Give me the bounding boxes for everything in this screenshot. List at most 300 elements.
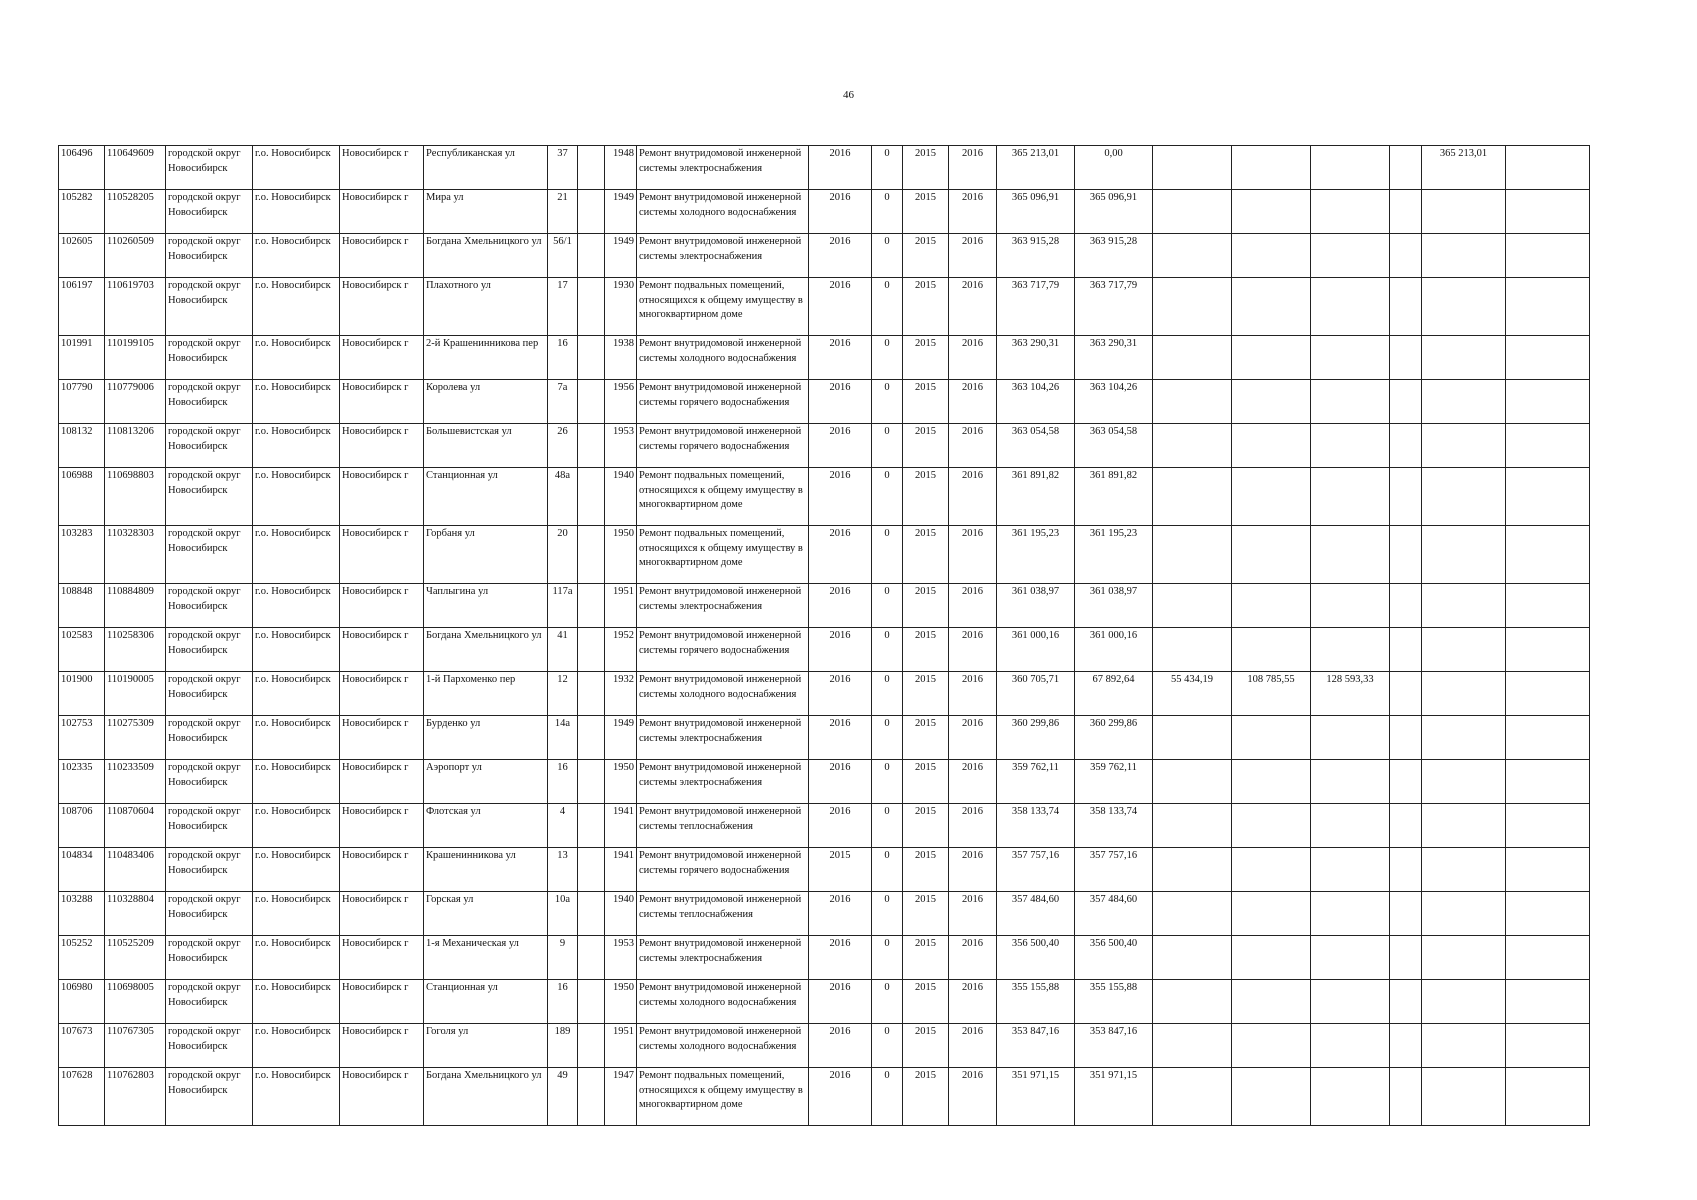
cell-cost-source-4	[1311, 278, 1390, 336]
cell-municipal-district: городской округ Новосибирск	[166, 936, 253, 980]
cell-municipal-district: городской округ Новосибирск	[166, 760, 253, 804]
cell-work-type: Ремонт подвальных помещений, относящихся к общему имуществу в многоквартирном доме	[637, 468, 809, 526]
cell-col-zero: 0	[872, 190, 903, 234]
table-row	[59, 628, 1590, 672]
cell-cost-source-4	[1311, 526, 1390, 584]
cell-total-cost: 361 038,97	[997, 584, 1075, 628]
cell-house-number: 9	[548, 936, 578, 980]
cell-cost-source-3	[1232, 848, 1311, 892]
cell-year-built: 1940	[605, 468, 637, 526]
cell-end-year: 2016	[949, 526, 997, 584]
cell-cost-source-3	[1232, 716, 1311, 760]
cell-end-year: 2016	[949, 424, 997, 468]
cell-house-number: 10а	[548, 892, 578, 936]
cell-start-year: 2015	[903, 936, 949, 980]
table-row	[59, 468, 1590, 526]
cell-building	[578, 468, 605, 526]
cell-year-built: 1930	[605, 278, 637, 336]
cell-reg-id: 107673	[59, 1024, 105, 1068]
cell-street: Крашенинникова ул	[424, 848, 548, 892]
cell-work-type: Ремонт внутридомовой инженерной системы холодного водоснабжения	[637, 336, 809, 380]
cell-year-built: 1950	[605, 526, 637, 584]
cell-municipal-district: городской округ Новосибирск	[166, 526, 253, 584]
cell-street: Мира ул	[424, 190, 548, 234]
cell-street: Богдана Хмельницкого ул	[424, 234, 548, 278]
cell-end-year: 2016	[949, 716, 997, 760]
cell-municipality: г.о. Новосибирск	[253, 848, 340, 892]
cell-cost-source-2	[1153, 190, 1232, 234]
cell-cost-source-2	[1153, 526, 1232, 584]
cell-plan-year: 2016	[809, 892, 872, 936]
cell-reg-id: 102753	[59, 716, 105, 760]
cell-municipal-district: городской округ Новосибирск	[166, 1024, 253, 1068]
cell-total-cost: 365 213,01	[997, 146, 1075, 190]
cell-municipality: г.о. Новосибирск	[253, 424, 340, 468]
cell-cost-source-1: 351 971,15	[1075, 1068, 1153, 1126]
cell-total-cost: 358 133,74	[997, 804, 1075, 848]
cell-street: 1-я Механическая ул	[424, 936, 548, 980]
cell-year-built: 1950	[605, 760, 637, 804]
cell-municipal-district: городской округ Новосибирск	[166, 892, 253, 936]
cell-house-number: 12	[548, 672, 578, 716]
cell-col-zero: 0	[872, 848, 903, 892]
cell-building	[578, 380, 605, 424]
cell-total-cost: 353 847,16	[997, 1024, 1075, 1068]
cell-street: Богдана Хмельницкого ул	[424, 1068, 548, 1126]
cell-street: Королева ул	[424, 380, 548, 424]
cell-house-code: 110649609	[105, 146, 166, 190]
cell-settlement: Новосибирск г	[340, 980, 424, 1024]
cell-cost-source-2	[1153, 146, 1232, 190]
cell-municipality: г.о. Новосибирск	[253, 146, 340, 190]
cell-cost-source-2	[1153, 278, 1232, 336]
cell-municipality: г.о. Новосибирск	[253, 804, 340, 848]
cell-cost-source-2	[1153, 628, 1232, 672]
cell-cost-source-4: 128 593,33	[1311, 672, 1390, 716]
cell-house-number: 16	[548, 336, 578, 380]
cell-end-year: 2016	[949, 672, 997, 716]
cell-cost-source-3	[1232, 804, 1311, 848]
cell-municipal-district: городской округ Новосибирск	[166, 1068, 253, 1126]
cell-reg-id: 107628	[59, 1068, 105, 1126]
cell-house-code: 110884809	[105, 584, 166, 628]
table-row	[59, 190, 1590, 234]
cell-municipal-district: городской округ Новосибирск	[166, 278, 253, 336]
cell-work-type: Ремонт внутридомовой инженерной системы теплоснабжения	[637, 804, 809, 848]
cell-cost-source-7	[1506, 760, 1590, 804]
cell-municipality: г.о. Новосибирск	[253, 936, 340, 980]
cell-cost-source-5	[1390, 278, 1422, 336]
cell-house-code: 110328303	[105, 526, 166, 584]
cell-cost-source-6	[1422, 190, 1506, 234]
cell-year-built: 1940	[605, 892, 637, 936]
cell-plan-year: 2016	[809, 190, 872, 234]
cell-cost-source-7	[1506, 336, 1590, 380]
cell-plan-year: 2016	[809, 526, 872, 584]
cell-year-built: 1948	[605, 146, 637, 190]
cell-cost-source-6	[1422, 672, 1506, 716]
cell-cost-source-7	[1506, 526, 1590, 584]
cell-house-number: 17	[548, 278, 578, 336]
cell-plan-year: 2016	[809, 146, 872, 190]
cell-house-code: 110199105	[105, 336, 166, 380]
table-row	[59, 278, 1590, 336]
cell-cost-source-1: 358 133,74	[1075, 804, 1153, 848]
cell-house-number: 14а	[548, 716, 578, 760]
cell-municipality: г.о. Новосибирск	[253, 278, 340, 336]
cell-municipal-district: городской округ Новосибирск	[166, 336, 253, 380]
cell-municipal-district: городской округ Новосибирск	[166, 980, 253, 1024]
cell-plan-year: 2016	[809, 760, 872, 804]
cell-work-type: Ремонт внутридомовой инженерной системы холодного водоснабжения	[637, 1024, 809, 1068]
cell-reg-id: 103288	[59, 892, 105, 936]
cell-cost-source-4	[1311, 804, 1390, 848]
cell-reg-id: 103283	[59, 526, 105, 584]
cell-total-cost: 363 054,58	[997, 424, 1075, 468]
cell-start-year: 2015	[903, 672, 949, 716]
cell-cost-source-4	[1311, 716, 1390, 760]
cell-start-year: 2015	[903, 380, 949, 424]
cell-plan-year: 2016	[809, 424, 872, 468]
cell-col-zero: 0	[872, 468, 903, 526]
cell-work-type: Ремонт внутридомовой инженерной системы холодного водоснабжения	[637, 190, 809, 234]
cell-col-zero: 0	[872, 804, 903, 848]
cell-end-year: 2016	[949, 804, 997, 848]
cell-street: Флотская ул	[424, 804, 548, 848]
table-row	[59, 584, 1590, 628]
cell-cost-source-6	[1422, 380, 1506, 424]
cell-start-year: 2015	[903, 716, 949, 760]
cell-settlement: Новосибирск г	[340, 468, 424, 526]
cell-work-type: Ремонт внутридомовой инженерной системы теплоснабжения	[637, 892, 809, 936]
cell-start-year: 2015	[903, 336, 949, 380]
cell-cost-source-4	[1311, 424, 1390, 468]
cell-cost-source-7	[1506, 468, 1590, 526]
cell-municipal-district: городской округ Новосибирск	[166, 848, 253, 892]
cell-municipal-district: городской округ Новосибирск	[166, 672, 253, 716]
cell-cost-source-6	[1422, 628, 1506, 672]
cell-end-year: 2016	[949, 234, 997, 278]
cell-house-number: 41	[548, 628, 578, 672]
cell-municipal-district: городской округ Новосибирск	[166, 424, 253, 468]
cell-building	[578, 424, 605, 468]
cell-settlement: Новосибирск г	[340, 848, 424, 892]
cell-plan-year: 2016	[809, 1068, 872, 1126]
cell-house-code: 110813206	[105, 424, 166, 468]
cell-cost-source-6	[1422, 584, 1506, 628]
cell-year-built: 1932	[605, 672, 637, 716]
cell-total-cost: 361 000,16	[997, 628, 1075, 672]
cell-settlement: Новосибирск г	[340, 380, 424, 424]
cell-cost-source-3	[1232, 146, 1311, 190]
cell-cost-source-5	[1390, 848, 1422, 892]
cell-col-zero: 0	[872, 980, 903, 1024]
cell-col-zero: 0	[872, 936, 903, 980]
cell-col-zero: 0	[872, 1068, 903, 1126]
cell-work-type: Ремонт внутридомовой инженерной системы электроснабжения	[637, 584, 809, 628]
cell-settlement: Новосибирск г	[340, 892, 424, 936]
cell-cost-source-7	[1506, 716, 1590, 760]
table-row	[59, 380, 1590, 424]
cell-plan-year: 2016	[809, 672, 872, 716]
cell-cost-source-1: 360 299,86	[1075, 716, 1153, 760]
cell-cost-source-3	[1232, 1068, 1311, 1126]
cell-house-code: 110233509	[105, 760, 166, 804]
cell-year-built: 1949	[605, 234, 637, 278]
cell-year-built: 1949	[605, 190, 637, 234]
cell-work-type: Ремонт внутридомовой инженерной системы электроснабжения	[637, 936, 809, 980]
cell-start-year: 2015	[903, 468, 949, 526]
cell-reg-id: 108848	[59, 584, 105, 628]
cell-cost-source-4	[1311, 1068, 1390, 1126]
cell-work-type: Ремонт внутридомовой инженерной системы электроснабжения	[637, 234, 809, 278]
cell-cost-source-5	[1390, 190, 1422, 234]
cell-cost-source-4	[1311, 1024, 1390, 1068]
cell-start-year: 2015	[903, 424, 949, 468]
cell-col-zero: 0	[872, 716, 903, 760]
cell-cost-source-6	[1422, 424, 1506, 468]
cell-cost-source-5	[1390, 760, 1422, 804]
cell-col-zero: 0	[872, 234, 903, 278]
cell-house-code: 110528205	[105, 190, 166, 234]
cell-cost-source-3	[1232, 234, 1311, 278]
cell-cost-source-1: 363 290,31	[1075, 336, 1153, 380]
cell-year-built: 1949	[605, 716, 637, 760]
cell-cost-source-5	[1390, 146, 1422, 190]
cell-cost-source-3	[1232, 936, 1311, 980]
cell-cost-source-7	[1506, 234, 1590, 278]
cell-house-code: 110870604	[105, 804, 166, 848]
cell-cost-source-3	[1232, 584, 1311, 628]
cell-cost-source-5	[1390, 1024, 1422, 1068]
cell-total-cost: 363 915,28	[997, 234, 1075, 278]
cell-settlement: Новосибирск г	[340, 672, 424, 716]
cell-plan-year: 2016	[809, 936, 872, 980]
cell-settlement: Новосибирск г	[340, 234, 424, 278]
cell-cost-source-1: 361 038,97	[1075, 584, 1153, 628]
cell-cost-source-6	[1422, 892, 1506, 936]
cell-reg-id: 108706	[59, 804, 105, 848]
cell-start-year: 2015	[903, 146, 949, 190]
cell-house-code: 110779006	[105, 380, 166, 424]
cell-work-type: Ремонт подвальных помещений, относящихся к общему имуществу в многоквартирном доме	[637, 526, 809, 584]
cell-cost-source-1: 357 757,16	[1075, 848, 1153, 892]
cell-col-zero: 0	[872, 424, 903, 468]
cell-end-year: 2016	[949, 380, 997, 424]
cell-municipality: г.о. Новосибирск	[253, 980, 340, 1024]
cell-cost-source-2	[1153, 1024, 1232, 1068]
cell-street: Горская ул	[424, 892, 548, 936]
cell-cost-source-7	[1506, 190, 1590, 234]
cell-end-year: 2016	[949, 628, 997, 672]
cell-municipal-district: городской округ Новосибирск	[166, 716, 253, 760]
cell-cost-source-7	[1506, 892, 1590, 936]
cell-cost-source-6	[1422, 716, 1506, 760]
cell-work-type: Ремонт подвальных помещений, относящихся к общему имуществу в многоквартирном доме	[637, 1068, 809, 1126]
cell-total-cost: 360 705,71	[997, 672, 1075, 716]
cell-cost-source-2	[1153, 380, 1232, 424]
cell-cost-source-1: 0,00	[1075, 146, 1153, 190]
cell-year-built: 1950	[605, 980, 637, 1024]
cell-municipality: г.о. Новосибирск	[253, 468, 340, 526]
cell-start-year: 2015	[903, 526, 949, 584]
cell-municipality: г.о. Новосибирск	[253, 190, 340, 234]
cell-plan-year: 2016	[809, 234, 872, 278]
cell-reg-id: 106980	[59, 980, 105, 1024]
cell-total-cost: 360 299,86	[997, 716, 1075, 760]
cell-building	[578, 1024, 605, 1068]
cell-end-year: 2016	[949, 1024, 997, 1068]
cell-col-zero: 0	[872, 892, 903, 936]
cell-start-year: 2015	[903, 980, 949, 1024]
cell-work-type: Ремонт внутридомовой инженерной системы горячего водоснабжения	[637, 628, 809, 672]
cell-total-cost: 359 762,11	[997, 760, 1075, 804]
cell-cost-source-7	[1506, 278, 1590, 336]
cell-settlement: Новосибирск г	[340, 336, 424, 380]
table-row	[59, 336, 1590, 380]
cell-settlement: Новосибирск г	[340, 190, 424, 234]
cell-house-code: 110258306	[105, 628, 166, 672]
cell-cost-source-3	[1232, 892, 1311, 936]
cell-street: 2-й Крашенинникова пер	[424, 336, 548, 380]
cell-cost-source-3	[1232, 468, 1311, 526]
cell-building	[578, 980, 605, 1024]
cell-end-year: 2016	[949, 146, 997, 190]
cell-start-year: 2015	[903, 892, 949, 936]
cell-end-year: 2016	[949, 936, 997, 980]
cell-cost-source-2: 55 434,19	[1153, 672, 1232, 716]
cell-reg-id: 106988	[59, 468, 105, 526]
table-row	[59, 424, 1590, 468]
cell-house-number: 37	[548, 146, 578, 190]
cell-total-cost: 363 104,26	[997, 380, 1075, 424]
cell-house-code: 110767305	[105, 1024, 166, 1068]
cell-cost-source-2	[1153, 1068, 1232, 1126]
cell-municipality: г.о. Новосибирск	[253, 716, 340, 760]
cell-house-code: 110190005	[105, 672, 166, 716]
cell-house-code: 110260509	[105, 234, 166, 278]
cell-house-code: 110619703	[105, 278, 166, 336]
cell-street: Горбаня ул	[424, 526, 548, 584]
cell-end-year: 2016	[949, 892, 997, 936]
cell-cost-source-6	[1422, 980, 1506, 1024]
cell-col-zero: 0	[872, 672, 903, 716]
cell-cost-source-1: 361 195,23	[1075, 526, 1153, 584]
table-row	[59, 760, 1590, 804]
cell-work-type: Ремонт внутридомовой инженерной системы горячего водоснабжения	[637, 424, 809, 468]
cell-cost-source-7	[1506, 672, 1590, 716]
cell-street: Бурденко ул	[424, 716, 548, 760]
cell-col-zero: 0	[872, 1024, 903, 1068]
cell-plan-year: 2016	[809, 628, 872, 672]
cell-cost-source-6	[1422, 1024, 1506, 1068]
cell-work-type: Ремонт внутридомовой инженерной системы горячего водоснабжения	[637, 380, 809, 424]
cell-street: Станционная ул	[424, 468, 548, 526]
cell-reg-id: 105282	[59, 190, 105, 234]
cell-end-year: 2016	[949, 584, 997, 628]
cell-cost-source-7	[1506, 1024, 1590, 1068]
cell-municipality: г.о. Новосибирск	[253, 1068, 340, 1126]
cell-year-built: 1956	[605, 380, 637, 424]
cell-settlement: Новосибирск г	[340, 526, 424, 584]
cell-year-built: 1941	[605, 804, 637, 848]
cell-cost-source-6	[1422, 936, 1506, 980]
cell-municipality: г.о. Новосибирск	[253, 584, 340, 628]
cell-cost-source-5	[1390, 892, 1422, 936]
cell-settlement: Новосибирск г	[340, 760, 424, 804]
cell-reg-id: 106197	[59, 278, 105, 336]
cell-year-built: 1938	[605, 336, 637, 380]
cell-street: Станционная ул	[424, 980, 548, 1024]
cell-reg-id: 107790	[59, 380, 105, 424]
cell-building	[578, 336, 605, 380]
cell-work-type: Ремонт внутридомовой инженерной системы холодного водоснабжения	[637, 672, 809, 716]
cell-building	[578, 146, 605, 190]
cell-cost-source-6: 365 213,01	[1422, 146, 1506, 190]
table-row	[59, 716, 1590, 760]
cell-cost-source-7	[1506, 1068, 1590, 1126]
cell-house-code: 110698803	[105, 468, 166, 526]
cell-municipal-district: городской округ Новосибирск	[166, 804, 253, 848]
cell-cost-source-2	[1153, 584, 1232, 628]
cell-house-number: 117а	[548, 584, 578, 628]
cell-cost-source-6	[1422, 804, 1506, 848]
cell-house-number: 13	[548, 848, 578, 892]
cell-street: Республиканская ул	[424, 146, 548, 190]
cell-work-type: Ремонт внутридомовой инженерной системы электроснабжения	[637, 146, 809, 190]
cell-cost-source-3	[1232, 278, 1311, 336]
cell-settlement: Новосибирск г	[340, 1068, 424, 1126]
capital-repair-register-table	[58, 145, 1590, 1126]
cell-total-cost: 357 757,16	[997, 848, 1075, 892]
cell-building	[578, 804, 605, 848]
cell-cost-source-5	[1390, 804, 1422, 848]
cell-municipal-district: городской округ Новосибирск	[166, 190, 253, 234]
table-row	[59, 526, 1590, 584]
cell-start-year: 2015	[903, 1068, 949, 1126]
cell-cost-source-3	[1232, 980, 1311, 1024]
cell-cost-source-5	[1390, 526, 1422, 584]
cell-reg-id: 108132	[59, 424, 105, 468]
cell-cost-source-2	[1153, 468, 1232, 526]
cell-cost-source-1: 361 000,16	[1075, 628, 1153, 672]
cell-cost-source-3	[1232, 526, 1311, 584]
cell-cost-source-2	[1153, 234, 1232, 278]
table-row	[59, 980, 1590, 1024]
table-row	[59, 936, 1590, 980]
cell-cost-source-3	[1232, 190, 1311, 234]
cell-municipality: г.о. Новосибирск	[253, 672, 340, 716]
cell-cost-source-6	[1422, 336, 1506, 380]
cell-building	[578, 672, 605, 716]
cell-cost-source-5	[1390, 936, 1422, 980]
cell-cost-source-5	[1390, 1068, 1422, 1126]
table-row	[59, 804, 1590, 848]
cell-building	[578, 760, 605, 804]
cell-work-type: Ремонт внутридомовой инженерной системы электроснабжения	[637, 716, 809, 760]
cell-start-year: 2015	[903, 278, 949, 336]
cell-cost-source-1: 363 915,28	[1075, 234, 1153, 278]
cell-street: Богдана Хмельницкого ул	[424, 628, 548, 672]
cell-cost-source-2	[1153, 936, 1232, 980]
cell-plan-year: 2016	[809, 980, 872, 1024]
cell-house-number: 49	[548, 1068, 578, 1126]
cell-municipality: г.о. Новосибирск	[253, 1024, 340, 1068]
cell-total-cost: 361 891,82	[997, 468, 1075, 526]
table-row	[59, 234, 1590, 278]
cell-year-built: 1951	[605, 1024, 637, 1068]
cell-total-cost: 363 290,31	[997, 336, 1075, 380]
